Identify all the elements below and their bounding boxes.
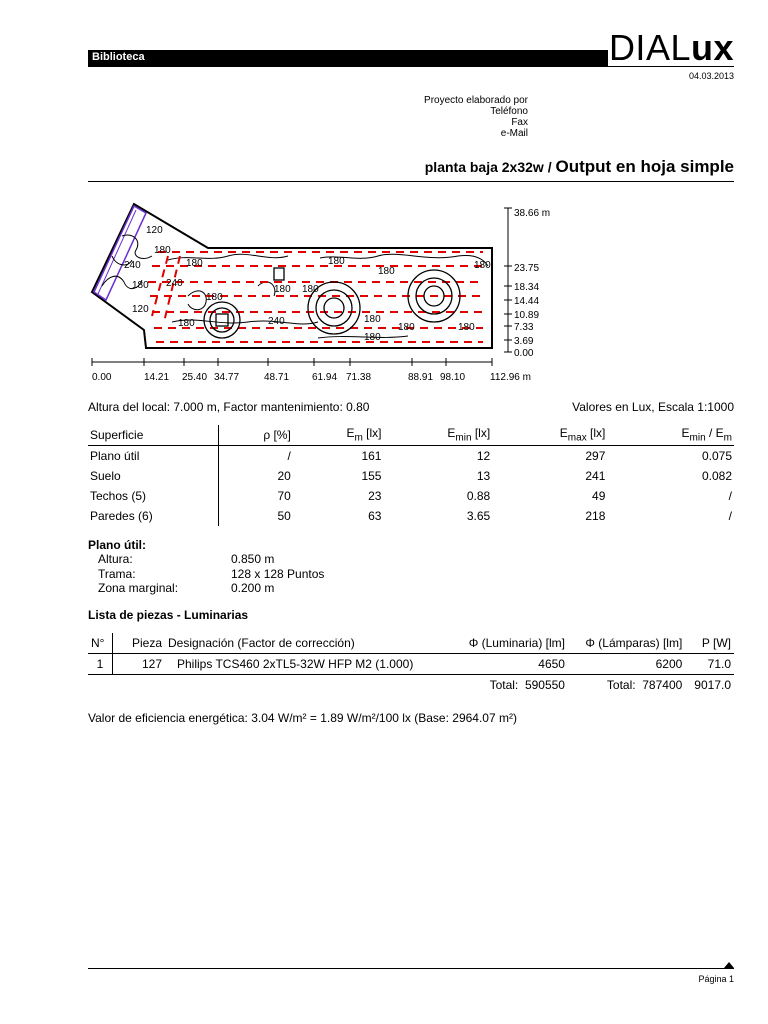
plano-util-value: 0.850 m <box>231 552 275 566</box>
project-phone-label: Teléfono <box>490 106 528 117</box>
plano-util-label: Zona marginal: <box>98 581 179 595</box>
contour-label: 120 <box>146 225 163 236</box>
totals-row: Total: 590550 Total: 787400 9017.0 <box>489 678 731 692</box>
contour-label: 180 <box>274 284 291 295</box>
title-rule <box>88 181 734 182</box>
project-info <box>424 95 528 139</box>
contour-label: 180 <box>132 280 149 291</box>
y-scale-label: 7.33 <box>514 322 534 333</box>
col-surface: Superficie <box>88 425 219 446</box>
header-bar <box>88 50 608 66</box>
col-flux-lamps: Φ (Lámparas) [lm] <box>568 633 685 654</box>
contour-label: 180 <box>206 292 223 303</box>
table-row: Plano útil / 161 12 297 0.075 <box>88 446 734 467</box>
contour-label: 180 <box>458 322 475 333</box>
contour-label: 180 <box>378 266 395 277</box>
col-uniformity: $E_{min} / E_m$ <box>607 425 734 446</box>
y-scale-label: 3.69 <box>514 336 534 347</box>
col-designation: Designación (Factor de corrección) <box>165 633 451 654</box>
contour-label: 180 <box>154 245 171 256</box>
isolux-drawing <box>88 196 558 388</box>
x-scale-label: 34.77 <box>214 372 240 383</box>
contour-label: 180 <box>364 332 381 343</box>
y-scale-label: 14.44 <box>514 296 540 307</box>
table-row: Paredes (6) 50 63 3.65 218 / <box>88 506 734 526</box>
table-row: Techos (5) 70 23 0.88 49 / <box>88 486 734 506</box>
contour-label: 240 <box>268 316 285 327</box>
report-date: 04.03.2013 <box>688 71 734 81</box>
x-scale-label: 14.21 <box>144 372 170 383</box>
luminaires-table <box>88 633 734 695</box>
x-scale-label: 88.91 <box>408 372 434 383</box>
x-scale-label: 112.96 m <box>490 372 531 383</box>
plano-util-title: Plano útil: <box>88 538 146 552</box>
contour-label: 180 <box>178 318 195 329</box>
project-email-label: e-Mail <box>500 128 528 139</box>
col-emin: $E_{min}$ [lx] <box>383 425 492 446</box>
y-scale-label: 10.89 <box>514 310 540 321</box>
col-number: N° <box>88 633 113 654</box>
contour-label: 180 <box>398 322 415 333</box>
y-scale-label: 18.34 <box>514 282 540 293</box>
energy-efficiency: Valor de eficiencia energética: 3.04 W/m² = 1.89 W/m²/100 lx (Base: 2964.07 m²) <box>88 711 517 725</box>
project-author-label: Proyecto elaborado por <box>424 95 528 106</box>
section-label: Biblioteca <box>92 51 145 63</box>
contour-label: 180 <box>474 260 491 271</box>
x-scale-label: 0.00 <box>92 372 112 383</box>
page-title-prefix: planta baja 2x32w / <box>424 159 552 175</box>
contour-label: 240 <box>124 260 141 271</box>
x-scale-label: 61.94 <box>312 372 338 383</box>
surfaces-table <box>88 425 734 526</box>
contour-label: 180 <box>186 258 203 269</box>
table-row: 1 127 Philips TCS460 2xTL5-32W HFP M2 (1.000) 4650 6200 71.0 <box>88 654 734 675</box>
page-title-main: Output en hoja simple <box>555 157 734 176</box>
y-scale-label: 23.75 <box>514 263 540 274</box>
col-power: P [W] <box>685 633 734 654</box>
plano-util-value: 0.200 m <box>231 581 275 595</box>
plano-util-label: Altura: <box>98 552 133 566</box>
x-scale-label: 25.40 <box>182 372 208 383</box>
page-title <box>425 157 734 177</box>
col-pieces: Pieza <box>113 633 166 654</box>
contour-label: 180 <box>302 284 319 295</box>
col-flux-luminaire: Φ (Luminaria) [lm] <box>451 633 568 654</box>
room-info: Altura del local: 7.000 m, Factor mantenimiento: 0.80 <box>88 400 370 414</box>
contour-label: 240 <box>166 278 183 289</box>
y-scale-label: 0.00 <box>514 348 534 359</box>
contour-label: 180 <box>364 314 381 325</box>
page-number: Página 1 <box>698 974 734 984</box>
contour-label: 120 <box>132 304 149 315</box>
col-em: $E_m$ [lx] <box>293 425 384 446</box>
dialux-logo: DIALux <box>608 27 734 68</box>
x-scale-label: 71.38 <box>346 372 372 383</box>
plano-util-value: 128 x 128 Puntos <box>231 567 325 581</box>
scale-info: Valores en Lux, Escala 1:1000 <box>572 400 734 414</box>
footer-rule <box>88 968 734 969</box>
col-emax: $E_{max}$ [lx] <box>492 425 607 446</box>
y-scale-label: 38.66 m <box>514 208 551 219</box>
table-row: Suelo 20 155 13 241 0.082 <box>88 466 734 486</box>
contour-label: 180 <box>328 256 345 267</box>
luminaires-title: Lista de piezas - Luminarias <box>88 608 249 622</box>
plano-util-label: Trama: <box>98 567 136 581</box>
x-scale-label: 98.10 <box>440 372 466 383</box>
col-reflectance: ρ [%] <box>219 425 293 446</box>
project-fax-label: Fax <box>511 117 528 128</box>
x-scale-label: 48.71 <box>264 372 290 383</box>
